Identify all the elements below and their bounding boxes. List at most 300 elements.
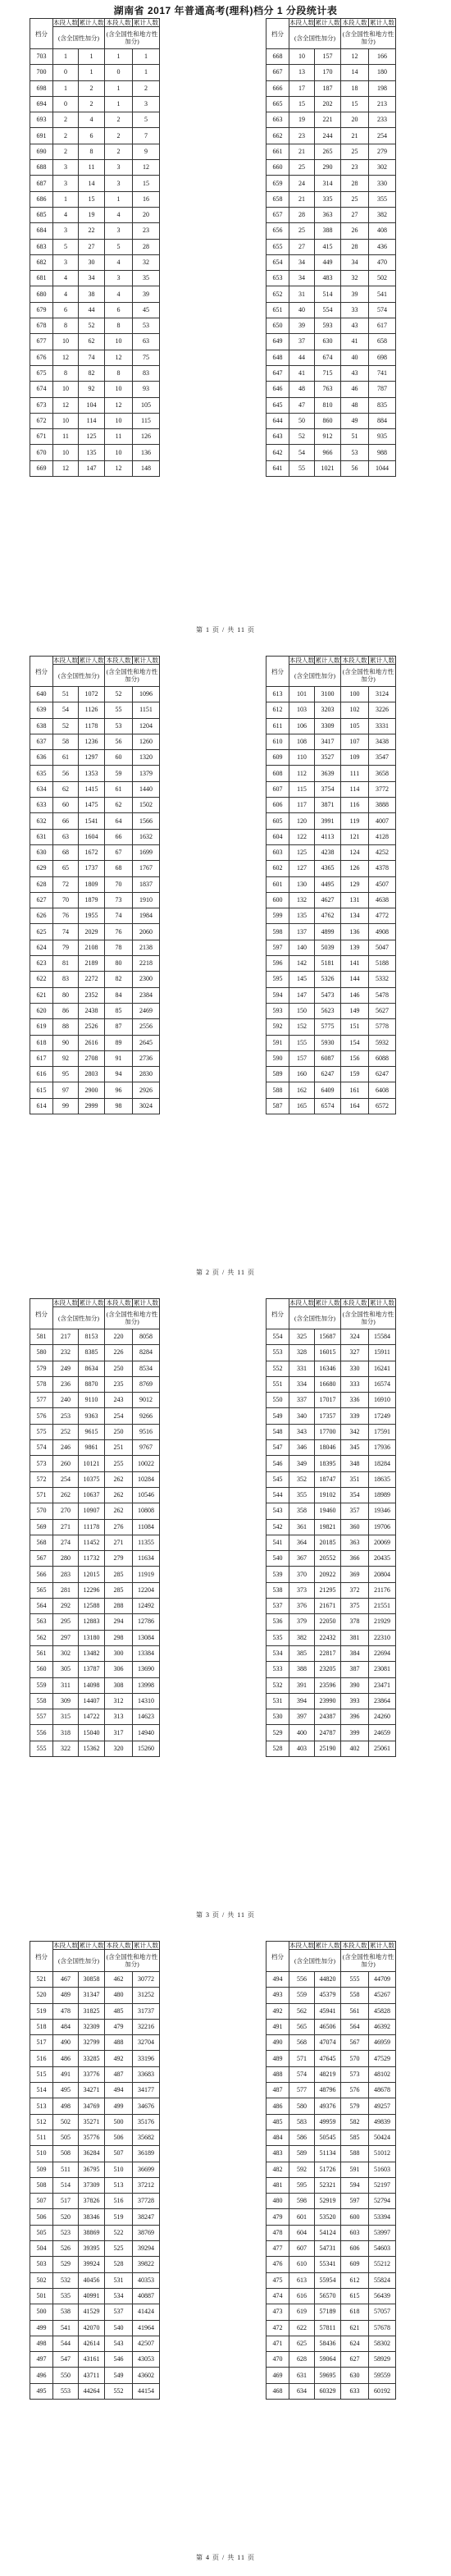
count-cell: 14722 bbox=[79, 1709, 105, 1725]
count-cell: 5478 bbox=[369, 987, 396, 1003]
score-cell: 540 bbox=[266, 1551, 289, 1567]
count-cell: 541 bbox=[369, 286, 396, 302]
table-row bbox=[266, 96, 396, 112]
count-cell: 2 bbox=[105, 144, 133, 159]
count-cell: 116 bbox=[341, 798, 369, 813]
count-cell: 449 bbox=[315, 254, 341, 270]
count-cell: 478 bbox=[53, 2003, 79, 2019]
count-cell: 68 bbox=[53, 844, 79, 860]
count-cell: 90 bbox=[53, 1035, 79, 1050]
count-cell: 393 bbox=[341, 1693, 369, 1709]
table-row bbox=[266, 702, 396, 718]
count-cell: 15 bbox=[289, 96, 315, 112]
header-sub2: (含全国性和地方性加分) bbox=[105, 27, 160, 49]
score-cell: 593 bbox=[266, 1003, 289, 1018]
count-cell: 105 bbox=[133, 397, 160, 413]
count-cell: 1320 bbox=[133, 750, 160, 766]
score-cell: 529 bbox=[266, 1725, 289, 1741]
count-cell: 604 bbox=[289, 2225, 315, 2240]
score-cell: 624 bbox=[30, 940, 53, 955]
header-this: 本段人数 bbox=[53, 1942, 78, 1949]
count-cell: 280 bbox=[53, 1551, 79, 1567]
table-row bbox=[266, 987, 396, 1003]
count-cell: 149 bbox=[341, 1003, 369, 1018]
count-cell: 514 bbox=[315, 286, 341, 302]
count-cell: 10 bbox=[53, 445, 79, 460]
count-cell: 1 bbox=[105, 96, 133, 112]
score-cell: 681 bbox=[30, 271, 53, 286]
table-row bbox=[266, 1019, 396, 1035]
count-cell: 358 bbox=[289, 1503, 315, 1519]
table-row bbox=[266, 1393, 396, 1408]
count-cell: 5326 bbox=[315, 972, 341, 987]
table-row bbox=[266, 1662, 396, 1677]
count-cell: 531 bbox=[105, 2272, 133, 2288]
score-cell: 574 bbox=[30, 1440, 53, 1456]
count-cell: 108 bbox=[289, 734, 315, 749]
count-cell: 3 bbox=[53, 254, 79, 270]
count-cell: 526 bbox=[53, 2241, 79, 2257]
score-cell: 550 bbox=[266, 1393, 289, 1408]
header-cum-2: 累计人数 bbox=[134, 1942, 158, 1949]
count-cell: 6572 bbox=[369, 1098, 396, 1114]
count-cell: 741 bbox=[369, 365, 396, 381]
score-cell: 652 bbox=[266, 286, 289, 302]
count-cell: 92 bbox=[79, 382, 105, 397]
table-row bbox=[30, 1345, 160, 1361]
table-row bbox=[30, 382, 160, 397]
count-cell: 298 bbox=[105, 1630, 133, 1645]
table-row bbox=[30, 1614, 160, 1630]
count-cell: 140 bbox=[289, 940, 315, 955]
count-cell: 23 bbox=[341, 160, 369, 176]
score-cell: 663 bbox=[266, 112, 289, 128]
score-cell: 650 bbox=[266, 318, 289, 334]
table-row bbox=[266, 718, 396, 734]
score-cell: 671 bbox=[30, 429, 53, 445]
table-row bbox=[30, 302, 160, 318]
table-row bbox=[30, 702, 160, 718]
score-cell: 512 bbox=[30, 2114, 53, 2130]
table-row bbox=[266, 160, 396, 176]
table-row bbox=[266, 191, 396, 207]
count-cell: 5930 bbox=[315, 1035, 341, 1050]
count-cell: 46 bbox=[341, 382, 369, 397]
count-cell: 593 bbox=[315, 318, 341, 334]
count-cell: 30 bbox=[79, 254, 105, 270]
table-row bbox=[30, 2320, 160, 2336]
count-cell: 311 bbox=[53, 1677, 79, 1693]
count-cell: 6 bbox=[105, 302, 133, 318]
score-cell: 480 bbox=[266, 2194, 289, 2209]
table-row bbox=[30, 2003, 160, 2019]
count-cell: 589 bbox=[289, 2146, 315, 2162]
count-cell: 312 bbox=[105, 1693, 133, 1709]
count-cell: 232 bbox=[53, 1345, 79, 1361]
header-this-2: 本段人数 bbox=[342, 19, 367, 26]
count-cell: 56439 bbox=[369, 2288, 396, 2304]
header-cum-2: 累计人数 bbox=[370, 1299, 394, 1306]
count-cell: 26 bbox=[341, 223, 369, 239]
header-this: 本段人数 bbox=[53, 1299, 78, 1306]
count-cell: 397 bbox=[289, 1709, 315, 1725]
count-cell: 376 bbox=[289, 1599, 315, 1614]
count-cell: 10 bbox=[105, 413, 133, 428]
count-cell: 56 bbox=[341, 460, 369, 476]
count-cell: 13180 bbox=[79, 1630, 105, 1645]
table-row bbox=[30, 2035, 160, 2051]
count-cell: 337 bbox=[289, 1393, 315, 1408]
table-row bbox=[30, 96, 160, 112]
count-cell: 544 bbox=[53, 2336, 79, 2351]
score-cell: 576 bbox=[30, 1408, 53, 1424]
count-cell: 39 bbox=[341, 286, 369, 302]
header-cum: 累计人数 bbox=[315, 657, 340, 664]
table-row bbox=[30, 254, 160, 270]
table-row bbox=[266, 798, 396, 813]
count-cell: 6 bbox=[53, 302, 79, 318]
count-cell: 10375 bbox=[79, 1471, 105, 1487]
count-cell: 3772 bbox=[369, 781, 396, 797]
score-cell: 657 bbox=[266, 207, 289, 222]
count-cell: 12 bbox=[341, 49, 369, 65]
score-cell: 626 bbox=[30, 908, 53, 924]
table-row bbox=[30, 2336, 160, 2351]
count-cell: 233 bbox=[369, 112, 396, 128]
count-cell: 61 bbox=[53, 750, 79, 766]
count-cell: 41 bbox=[341, 334, 369, 350]
table-row bbox=[30, 223, 160, 239]
count-cell: 12588 bbox=[79, 1599, 105, 1614]
count-cell: 226 bbox=[105, 1345, 133, 1361]
count-cell: 2189 bbox=[79, 956, 105, 972]
count-cell: 22310 bbox=[369, 1630, 396, 1645]
count-cell: 390 bbox=[341, 1677, 369, 1693]
table-row bbox=[266, 2257, 396, 2272]
count-cell: 13384 bbox=[133, 1645, 160, 1661]
count-cell: 55212 bbox=[369, 2257, 396, 2272]
count-cell: 57189 bbox=[315, 2304, 341, 2320]
score-cell: 542 bbox=[266, 1519, 289, 1535]
count-cell: 262 bbox=[105, 1471, 133, 1487]
header-this-2: 本段人数 bbox=[106, 1299, 131, 1306]
score-table-right bbox=[266, 656, 396, 1114]
header-this: 本段人数 bbox=[289, 19, 314, 26]
count-cell: 988 bbox=[369, 445, 396, 460]
table-row bbox=[30, 1456, 160, 1471]
count-cell: 3639 bbox=[315, 766, 341, 781]
header-score: 档分 bbox=[30, 1942, 53, 1972]
count-cell: 1 bbox=[79, 49, 105, 65]
count-cell: 763 bbox=[315, 382, 341, 397]
count-cell: 20435 bbox=[369, 1551, 396, 1567]
count-cell: 111 bbox=[341, 766, 369, 781]
score-cell: 571 bbox=[30, 1487, 53, 1503]
count-cell: 9266 bbox=[133, 1408, 160, 1424]
count-cell: 45828 bbox=[369, 2003, 396, 2019]
count-cell: 15911 bbox=[369, 1345, 396, 1361]
count-cell: 12 bbox=[105, 460, 133, 476]
count-cell: 1021 bbox=[315, 460, 341, 476]
count-cell: 19346 bbox=[369, 1503, 396, 1519]
count-cell: 2300 bbox=[133, 972, 160, 987]
count-cell: 295 bbox=[53, 1614, 79, 1630]
count-cell: 565 bbox=[289, 2019, 315, 2034]
count-cell: 335 bbox=[315, 191, 341, 207]
count-cell: 387 bbox=[341, 1662, 369, 1677]
table-row bbox=[266, 1630, 396, 1645]
table-row bbox=[30, 750, 160, 766]
count-cell: 36699 bbox=[133, 2162, 160, 2177]
header-sub: (含全国性加分) bbox=[289, 665, 341, 687]
count-cell: 2645 bbox=[133, 1035, 160, 1050]
table-row bbox=[266, 207, 396, 222]
count-cell: 369 bbox=[341, 1567, 369, 1582]
count-cell: 2 bbox=[105, 112, 133, 128]
header-cum: 累计人数 bbox=[315, 1299, 340, 1306]
count-cell: 388 bbox=[315, 223, 341, 239]
count-cell: 1767 bbox=[133, 861, 160, 876]
table-row bbox=[266, 892, 396, 908]
count-cell: 34 bbox=[341, 254, 369, 270]
count-cell: 63 bbox=[53, 829, 79, 844]
count-cell: 162 bbox=[289, 1082, 315, 1098]
count-cell: 82 bbox=[105, 972, 133, 987]
count-cell: 122 bbox=[289, 829, 315, 844]
count-cell: 19102 bbox=[315, 1487, 341, 1503]
table-row bbox=[30, 2019, 160, 2034]
table-row bbox=[266, 956, 396, 972]
score-cell: 479 bbox=[266, 2209, 289, 2225]
count-cell: 265 bbox=[315, 144, 341, 159]
count-cell: 21 bbox=[289, 144, 315, 159]
score-cell: 490 bbox=[266, 2035, 289, 2051]
count-cell: 1415 bbox=[79, 781, 105, 797]
table-row bbox=[30, 1725, 160, 1741]
count-cell: 3124 bbox=[369, 687, 396, 702]
table-row bbox=[266, 445, 396, 460]
score-cell: 587 bbox=[266, 1098, 289, 1114]
score-cell: 577 bbox=[30, 1393, 53, 1408]
count-cell: 51012 bbox=[369, 2146, 396, 2162]
count-cell: 1072 bbox=[79, 687, 105, 702]
table-row bbox=[266, 223, 396, 239]
table-row bbox=[30, 829, 160, 844]
table-row bbox=[30, 908, 160, 924]
table-row bbox=[30, 687, 160, 702]
count-cell: 470 bbox=[369, 254, 396, 270]
header-cum-2: 累计人数 bbox=[134, 657, 158, 664]
count-cell: 370 bbox=[289, 1567, 315, 1582]
count-cell: 343 bbox=[289, 1424, 315, 1439]
count-cell: 3888 bbox=[369, 798, 396, 813]
score-cell: 653 bbox=[266, 271, 289, 286]
table-row bbox=[30, 2383, 160, 2399]
table-row bbox=[30, 766, 160, 781]
table-row bbox=[266, 1599, 396, 1614]
count-cell: 236 bbox=[53, 1376, 79, 1392]
table-row bbox=[30, 397, 160, 413]
score-cell: 651 bbox=[266, 302, 289, 318]
count-cell: 27 bbox=[79, 239, 105, 254]
count-cell: 67 bbox=[105, 844, 133, 860]
table-row bbox=[266, 1741, 396, 1756]
count-cell: 25061 bbox=[369, 1741, 396, 1756]
count-cell: 585 bbox=[341, 2130, 369, 2145]
score-cell: 601 bbox=[266, 876, 289, 892]
count-cell: 136 bbox=[341, 924, 369, 940]
count-cell: 4252 bbox=[369, 844, 396, 860]
count-cell: 20922 bbox=[315, 1567, 341, 1582]
count-cell: 4627 bbox=[315, 892, 341, 908]
count-cell: 14310 bbox=[133, 1693, 160, 1709]
table-row bbox=[266, 1456, 396, 1471]
score-cell: 620 bbox=[30, 1003, 53, 1018]
count-cell: 4638 bbox=[369, 892, 396, 908]
count-cell: 294 bbox=[105, 1614, 133, 1630]
count-cell: 65 bbox=[53, 861, 79, 876]
count-cell: 541 bbox=[53, 2320, 79, 2336]
count-cell: 70 bbox=[53, 892, 79, 908]
table-row bbox=[30, 1503, 160, 1519]
count-cell: 613 bbox=[289, 2272, 315, 2288]
score-cell: 686 bbox=[30, 191, 53, 207]
count-cell: 502 bbox=[53, 2114, 79, 2130]
count-cell: 11 bbox=[79, 160, 105, 176]
count-cell: 15260 bbox=[133, 1741, 160, 1756]
count-cell: 38869 bbox=[79, 2225, 105, 2240]
count-cell: 2708 bbox=[79, 1050, 105, 1066]
page-footer: 第 1 页 / 共 11 页 bbox=[196, 626, 255, 634]
count-cell: 3 bbox=[105, 271, 133, 286]
count-cell: 137 bbox=[289, 924, 315, 940]
score-cell: 594 bbox=[266, 987, 289, 1003]
table-row bbox=[266, 112, 396, 128]
score-cell: 483 bbox=[266, 2146, 289, 2162]
score-cell: 537 bbox=[266, 1599, 289, 1614]
count-cell: 60329 bbox=[315, 2383, 341, 2399]
count-cell: 24 bbox=[289, 176, 315, 191]
count-cell: 57678 bbox=[369, 2320, 396, 2336]
count-cell: 633 bbox=[341, 2383, 369, 2399]
score-cell: 553 bbox=[266, 1345, 289, 1361]
score-cell: 484 bbox=[266, 2130, 289, 2145]
score-cell: 485 bbox=[266, 2114, 289, 2130]
count-cell: 60 bbox=[105, 750, 133, 766]
count-cell: 462 bbox=[105, 1972, 133, 1988]
score-cell: 517 bbox=[30, 2035, 53, 2051]
count-cell: 573 bbox=[341, 2066, 369, 2082]
table-row bbox=[266, 1424, 396, 1439]
table-row bbox=[30, 1035, 160, 1050]
score-cell: 669 bbox=[30, 460, 53, 476]
score-cell: 468 bbox=[266, 2383, 289, 2399]
count-cell: 243 bbox=[105, 1393, 133, 1408]
score-cell: 648 bbox=[266, 350, 289, 365]
count-cell: 254 bbox=[105, 1408, 133, 1424]
score-cell: 641 bbox=[266, 460, 289, 476]
count-cell: 15 bbox=[79, 191, 105, 207]
score-cell: 654 bbox=[266, 254, 289, 270]
table-row bbox=[30, 445, 160, 460]
count-cell: 500 bbox=[105, 2114, 133, 2130]
count-cell: 625 bbox=[289, 2336, 315, 2351]
count-cell: 1910 bbox=[133, 892, 160, 908]
count-cell: 103 bbox=[289, 702, 315, 718]
table-row bbox=[266, 844, 396, 860]
table-row bbox=[266, 1408, 396, 1424]
table-row bbox=[30, 65, 160, 80]
count-cell: 3 bbox=[105, 223, 133, 239]
count-cell: 22694 bbox=[369, 1645, 396, 1661]
count-cell: 391 bbox=[289, 1677, 315, 1693]
table-row bbox=[266, 334, 396, 350]
score-cell: 528 bbox=[266, 1741, 289, 1756]
count-cell: 499 bbox=[105, 2098, 133, 2114]
table-row bbox=[266, 1582, 396, 1598]
count-cell: 400 bbox=[289, 1725, 315, 1741]
count-cell: 1353 bbox=[79, 766, 105, 781]
count-cell: 53 bbox=[105, 718, 133, 734]
table-row bbox=[30, 1567, 160, 1582]
count-cell: 45 bbox=[133, 302, 160, 318]
count-cell: 483 bbox=[315, 271, 341, 286]
count-cell: 121 bbox=[341, 829, 369, 844]
score-cell: 690 bbox=[30, 144, 53, 159]
header-score: 档分 bbox=[266, 657, 289, 687]
count-cell: 552 bbox=[105, 2383, 133, 2399]
count-cell: 17936 bbox=[369, 1440, 396, 1456]
count-cell: 48102 bbox=[369, 2066, 396, 2082]
count-cell: 9615 bbox=[79, 1424, 105, 1439]
count-cell: 59559 bbox=[369, 2368, 396, 2383]
count-cell: 240 bbox=[53, 1393, 79, 1408]
count-cell: 31347 bbox=[79, 1988, 105, 2003]
score-cell: 569 bbox=[30, 1519, 53, 1535]
score-cell: 685 bbox=[30, 207, 53, 222]
table-row bbox=[30, 972, 160, 987]
score-cell: 547 bbox=[266, 1440, 289, 1456]
score-cell: 589 bbox=[266, 1067, 289, 1082]
count-cell: 2830 bbox=[133, 1067, 160, 1082]
count-cell: 80 bbox=[53, 987, 79, 1003]
count-cell: 19 bbox=[289, 112, 315, 128]
count-cell: 3547 bbox=[369, 750, 396, 766]
count-cell: 36284 bbox=[79, 2146, 105, 2162]
score-cell: 649 bbox=[266, 334, 289, 350]
count-cell: 2 bbox=[79, 80, 105, 96]
count-cell: 1 bbox=[105, 80, 133, 96]
score-cell: 561 bbox=[30, 1645, 53, 1661]
score-cell: 703 bbox=[30, 49, 53, 65]
table-row bbox=[266, 128, 396, 144]
header-cum: 累计人数 bbox=[79, 1299, 104, 1306]
table-row bbox=[30, 128, 160, 144]
count-cell: 18395 bbox=[315, 1456, 341, 1471]
score-cell: 607 bbox=[266, 781, 289, 797]
count-cell: 16346 bbox=[315, 1361, 341, 1376]
count-cell: 31252 bbox=[133, 1988, 160, 2003]
table-row bbox=[266, 1067, 396, 1082]
count-cell: 52 bbox=[53, 718, 79, 734]
table-row bbox=[266, 2304, 396, 2320]
score-cell: 519 bbox=[30, 2003, 53, 2019]
count-cell: 36795 bbox=[79, 2162, 105, 2177]
count-cell: 10 bbox=[105, 445, 133, 460]
count-cell: 35776 bbox=[79, 2130, 105, 2145]
count-cell: 382 bbox=[289, 1630, 315, 1645]
score-cell: 488 bbox=[266, 2066, 289, 2082]
